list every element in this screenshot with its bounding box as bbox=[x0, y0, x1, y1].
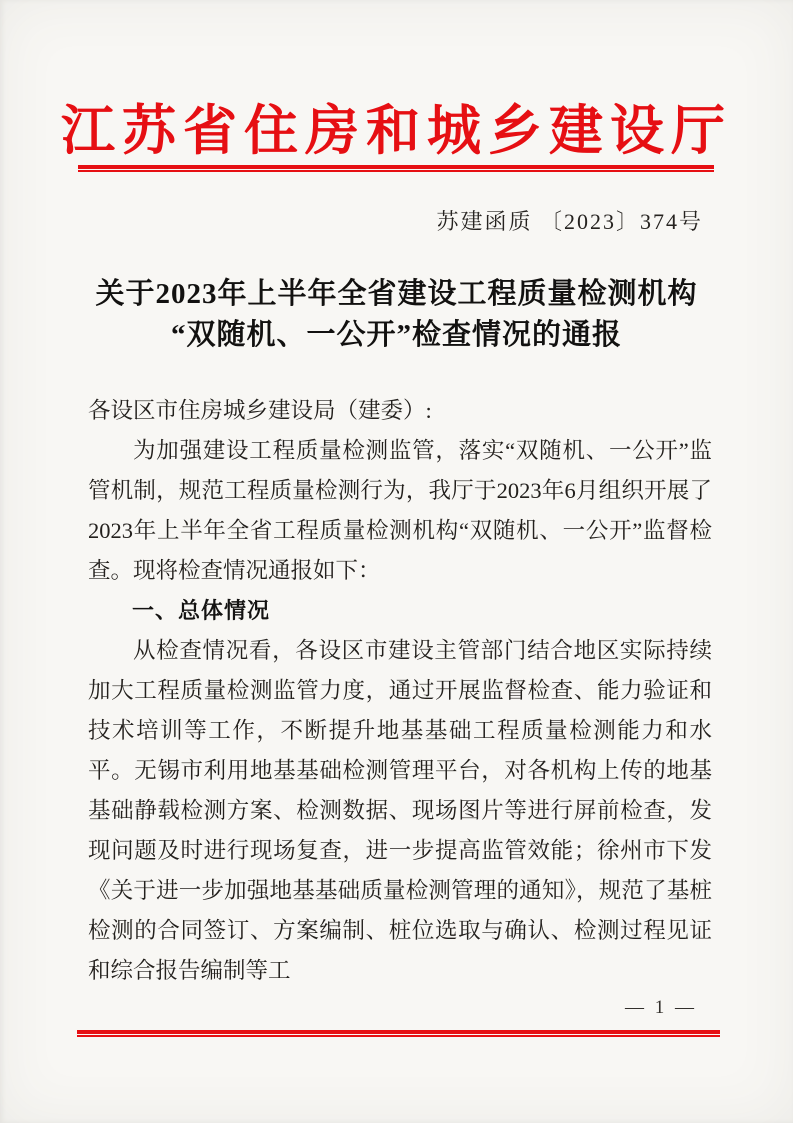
salutation: 各设区市住房城乡建设局（建委）: bbox=[88, 398, 432, 423]
paragraph-intro: 为加强建设工程质量检测监管，落实“双随机、一公开”监管机制，规范工程质量检测行为，我厅于2023年6月组织开展了2023年上半年全省工程质量检测机构“双随机、一公开”监督检查。现将检查情况通报如下： bbox=[88, 438, 712, 583]
document-body bbox=[88, 391, 712, 991]
document-number: 苏建函质 〔2023〕374号 bbox=[436, 209, 703, 234]
page-number: — 1 — bbox=[625, 997, 697, 1018]
footer-divider-rule bbox=[77, 1030, 720, 1037]
header-divider-rule bbox=[78, 165, 714, 172]
document-title-line1: 关于2023年上半年全省建设工程质量检测机构 bbox=[95, 278, 698, 310]
paragraph-overview: 从检查情况看，各设区市建设主管部门结合地区实际持续加大工程质量检测监管力度，通过开展监督检查、能力验证和技术培训等工作，不断提升地基基础工程质量检测能力和水平。无锡市利用地基基础检测管理平台，对各机构上传的地基基础静载检测方案、检测数据、现场图片等进行屏前检查，发现问题及时进行现场复查，进一步提高监管效能；徐州市下发《关于进一步加强地基基础质量检测管理的通知》，规范了基桩检测的合同签订、方案编制、桩位选取与确认、检测过程见证和综合报告编制等工 bbox=[88, 638, 712, 983]
section-heading-overview: 一、总体情况 bbox=[132, 598, 271, 623]
agency-name: 江苏省住房和城乡建设厅 bbox=[61, 101, 732, 161]
document-title-line2: “双随机、一公开”检查情况的通报 bbox=[170, 319, 622, 351]
document-title bbox=[0, 274, 793, 356]
